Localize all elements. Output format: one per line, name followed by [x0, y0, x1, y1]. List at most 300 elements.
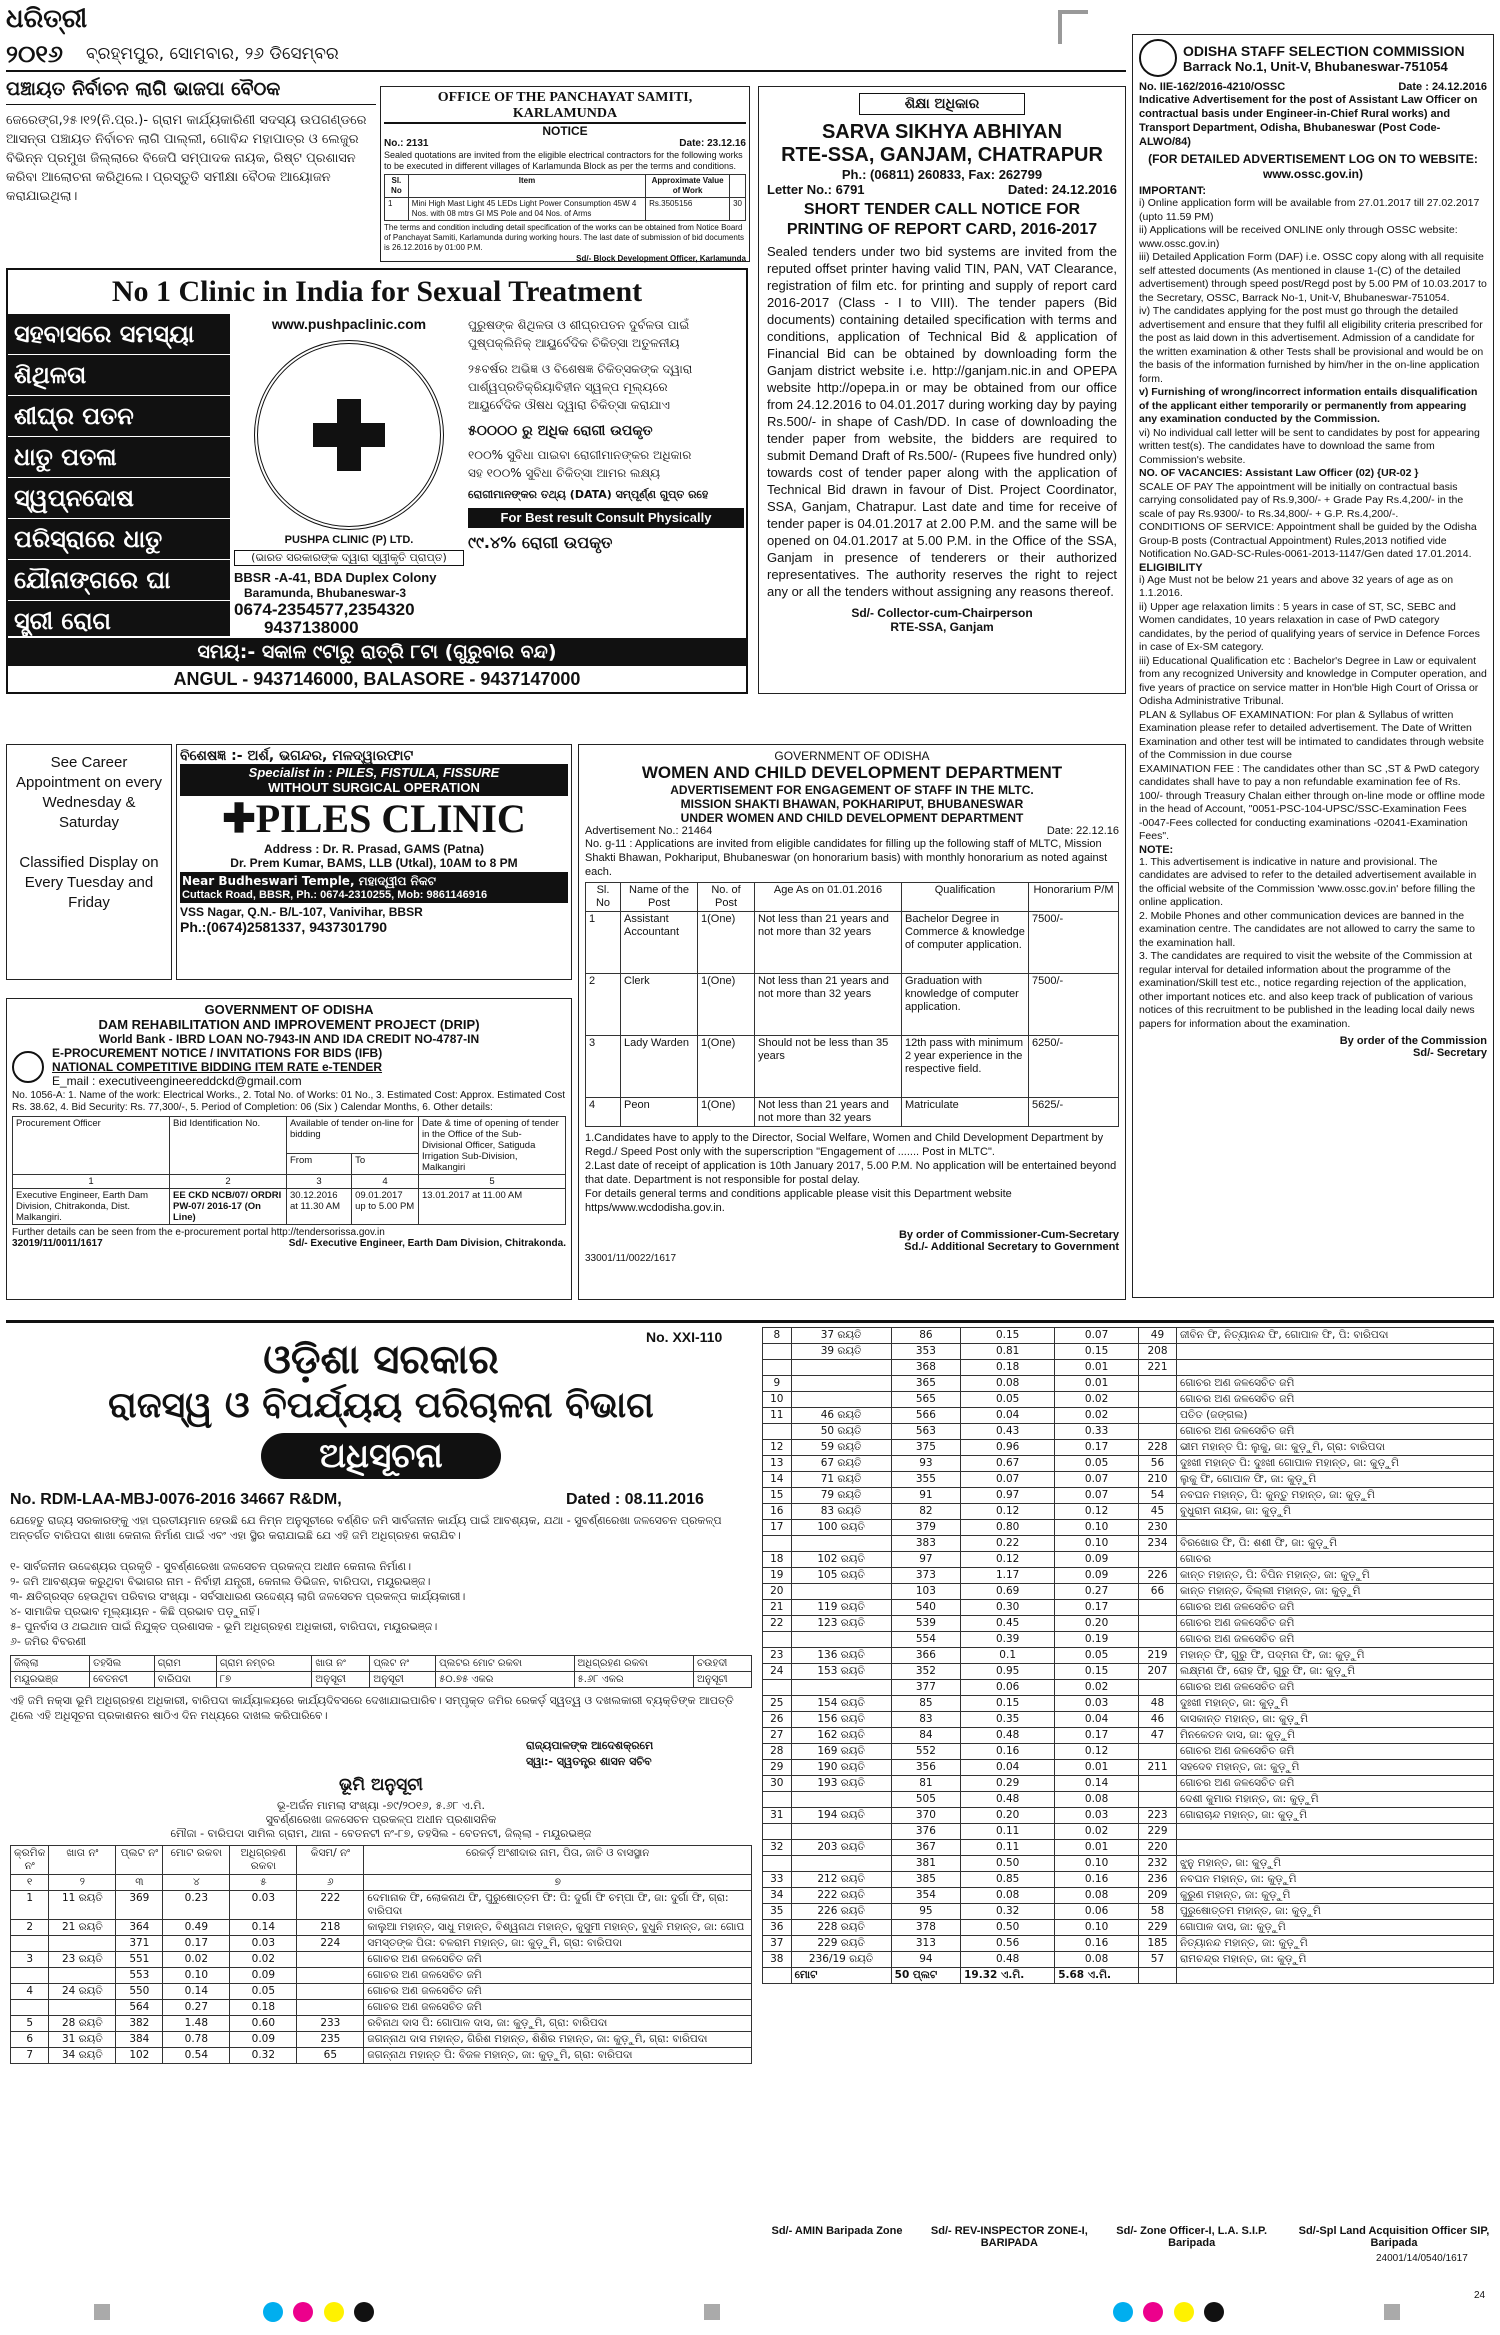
table-cell: 1.48 [163, 2016, 230, 2032]
table-cell [791, 1584, 891, 1600]
table-row [763, 1648, 1494, 1664]
masthead-logo: ଧରିତ୍ରୀ [6, 4, 88, 34]
sched-th: କ୍ରମିକ ନଂ [11, 1846, 49, 1875]
table-cell: 97 [891, 1552, 960, 1568]
table-cell: 15 [763, 1488, 792, 1504]
clinic-right-item: ୫୦୦୦୦ ରୁ ଅଧିକ ରୋଗୀ ଉପକୃତ [468, 423, 653, 439]
ossc-elig-points [1139, 574, 1487, 709]
table-cell: 7500/- [1029, 974, 1119, 1036]
sched-colnum: ୬ [297, 1875, 364, 1891]
table-cell: 219 [1139, 1648, 1177, 1664]
clinic-phone2: 9437138000 [264, 618, 359, 637]
table-cell: 0.22 [961, 1536, 1055, 1552]
clinic-right-item: ପୁରୁଷଙ୍କ ଶିଥିଳତା ଓ ଶୀଘ୍ରପତନ ଦୁର୍ବଳତା ପାଇଁ ପୁଷ୍ପକ୍ଲିନିକ୍ ଆୟୁର୍ବେଦିକ ଚିକିତ୍ସା ଅତୁଳନୀୟ [468, 318, 690, 350]
table-cell: 82 [891, 1504, 960, 1520]
table-cell: 0.80 [961, 1520, 1055, 1536]
table-cell: 229 ରୟତି [791, 1936, 891, 1952]
table-cell: 21 [763, 1600, 792, 1616]
list-item: ୫- ପୁନର୍ବାସ ଓ ଥଇଥାନ ପାଇଁ ନିଯୁକ୍ତ ପ୍ରଶାସକ - ଭୂମି ଅଧିଗ୍ରହଣ ଅଧିକାରୀ, ବାରିପଦା, ମୟୂରଭଞ୍ଜ। [10, 1620, 438, 1633]
piles-vss: VSS Nagar, Q.N.- B/L-107, Vanivihar, BBSR [180, 905, 423, 919]
table-cell: 356 [891, 1760, 960, 1776]
table-cell [791, 1856, 891, 1872]
table-cell: କାଲୁଆ ମହାନ୍ତ, ସାଧୁ ମହାନ୍ତ, ବିଶ୍ୱନାଥ ମହାନ୍ତ, କୁସୁମୀ ମହାନ୍ତ, ବୁଧୁନି ମହାନ୍ତ, ଜା: ଗୋପ [364, 1920, 752, 1936]
piles-specialist: ବିଶେଷଜ୍ଞ :- ଅର୍ଶ, ଭଗନ୍ଦର, ମଳଦ୍ୱାରଫାଟ [180, 748, 414, 764]
desc-th: ଖାତା ନଂ [312, 1656, 370, 1672]
table-cell: 31 [763, 1808, 792, 1824]
clinic-addr2: Baramunda, Bhubaneswar-3 [244, 586, 407, 600]
masthead-page-no: ୨୦୧୬ [6, 40, 63, 68]
table-cell: 79 ରୟତି [791, 1488, 891, 1504]
table-cell: 190 ରୟତି [791, 1760, 891, 1776]
table-cell [791, 1360, 891, 1376]
table-cell: 185 [1139, 1936, 1177, 1952]
table-cell: ୮୭ [216, 1672, 312, 1688]
table-cell [297, 2000, 364, 2016]
yellow-dot-icon [324, 2302, 344, 2322]
table-cell: ଦେଶୀ କୁମାର ମହାନ୍ତ, ଜା: କୁଡ଼ୁମି [1176, 1792, 1493, 1808]
table-cell: ଜଗନ୍ନାଥ ଦାସ ମହାନ୍ତ, ଗିରିଶ ମହାନ୍ତ, ଶିଶିର ମହାନ୍ତ, ଜା: କୁଡ଼ୁମି, ଗ୍ରା: ବାରିପଦା [364, 2032, 752, 2048]
panchayat-td-sl: 1 [385, 198, 409, 221]
table-row [763, 1792, 1494, 1808]
table-row [763, 1472, 1494, 1488]
revenue-schedule-right [762, 1327, 1494, 1984]
revenue-left [6, 1323, 756, 2263]
clinic-left-item: ଶିଥିଳତା [8, 355, 230, 396]
table-cell: Not less than 21 years and not more than 32 years [755, 974, 902, 1036]
table-cell: 0.48 [961, 1792, 1055, 1808]
piles-plus-icon: ✚ [222, 796, 256, 841]
table-cell: 26 [763, 1712, 792, 1728]
table-cell: ଜଗନ୍ନାଥ ମହାନ୍ତ ପି: ବିଜଳ ମହାନ୍ତ, ଜା: କୁଡ଼ୁମି, ଗ୍ରା: ବାରିପଦା [364, 2048, 752, 2064]
table-cell: 375 [891, 1440, 960, 1456]
ossc-date: Date : 24.12.2016 [1398, 81, 1487, 93]
table-cell: 222 ରୟତି [791, 1888, 891, 1904]
table-cell: 0.08 [1055, 1952, 1139, 1968]
table-cell: 32 [763, 1840, 792, 1856]
wcd-note1: 1.Candidates have to apply to the Director, Social Welfare, Women and Child Development Department by Regd./ Speed Post only with the superscription "Engagement of ....... Post in MLTC". [585, 1132, 1104, 1158]
panchayat-td-extra: 30 [730, 198, 746, 221]
table-cell [791, 1680, 891, 1696]
panchayat-subtitle: NOTICE [542, 124, 588, 138]
table-cell: 0.81 [961, 1344, 1055, 1360]
table-cell: ଗୋଚର ଅଣ ଜଳସେଚିତ ଜମି [1176, 1600, 1493, 1616]
wcd-title: WOMEN AND CHILD DEVELOPMENT DEPARTMENT [641, 763, 1063, 782]
masthead-date-line: ବ୍ରହ୍ମପୁର, ସୋମବାର, ୨୬ ଡିସେମ୍ବର [86, 44, 339, 64]
table-cell [763, 1536, 792, 1552]
table-cell [1139, 1600, 1177, 1616]
table-cell: 0.15 [961, 1696, 1055, 1712]
drip-details: No. 1056-A: 1. Name of the work: Electrical Works., 2. Total No. of Works: 01 No., 3. Estimated Cost: Approx. Estimated Cost Rs. 38.62, 4. Bid Security: Rs. 77,300/-, 5. Period of Completion: 06 (Six ) Calendar Months, 6. Other details: [12, 1090, 566, 1113]
table-cell: 0.27 [163, 2000, 230, 2016]
table-cell: 0.49 [163, 1920, 230, 1936]
table-cell [1139, 1776, 1177, 1792]
table-row [11, 1920, 752, 1936]
table-cell: ରବିନାଥ ଦାସ ପି: ଗୋପାଳ ଦାସ, ଜା: କୁଡ଼ୁମି, ଗ୍ରା: ବାରିପଦା [364, 2016, 752, 2032]
table-cell: 234 [1139, 1536, 1177, 1552]
table-cell: 0.01 [1055, 1360, 1139, 1376]
sched-th: ଖାତା ନଂ [49, 1846, 116, 1875]
table-row [763, 1568, 1494, 1584]
ssa-body: Sealed tenders under two bid systems are invited from the reputed offset printer having valid TIN, PAN, VAT Clearance, registration of film etc. for printing and supply of report card 2016-2017 (Class - I to VIII). The tender papers (Bid documents) containing detailed specification with terms and conditions, application of Technical Bid & application of Financial Bid can be obtained by downloading form the Ganjam district website i.e. http://ganjam.nic.in and OPEPA website http://opepa.in or may be obtained from our office from 24.12.2016 to 04.01.2017 during working day by paying Rs.500/- in shape of Cash/DD. In case of downloading the tender paper from website, the bidders are required to submit Demand Draft of Rs.500/- (Rupees five hundred only) towards cost of tender paper along with the application of Technical Bid drawn in favour of Dist. Project Coordinator, SSA, Ganjam, Chatrapur. Last date and time for receive of tender paper is 04.01.2017 at 2.00 P.M. and the same will be opened on 04.01.2017 at 5.00 P.M. in the Office of the SSA, Ganjam in presence of tenderers or their authorized representatives. The authority reserves the right to reject any or all the tenders without assigning any reasons thereof. [767, 244, 1117, 599]
table-row [11, 2032, 752, 2048]
registration-marks [260, 2302, 377, 2327]
table-cell: 382 [116, 2016, 163, 2032]
panchayat-intro: Sealed quotations are invited from the eligible electrical contractors for the following works to be executed in different villages of Karlamunda Block as per the terms and conditions. [384, 150, 743, 171]
drip-further: Further details can be seen from the e-procurement portal http://tendersorissa.gov.in [12, 1227, 385, 1238]
table-cell: 81 [891, 1776, 960, 1792]
list-item: i) Online application form will be available from 27.01.2017 till 27.02.2017 (upto 11.59 PM) [1139, 197, 1480, 223]
revenue-code: 24001/14/0540/1617 [1376, 2253, 1468, 2264]
table-row [763, 1856, 1494, 1872]
table-cell: ଅନୁସୂଚୀ [312, 1672, 370, 1688]
wcd-code: 33001/11/0022/1617 [585, 1253, 677, 1264]
table-cell: 505 [891, 1792, 960, 1808]
table-row [763, 1584, 1494, 1600]
table-cell: 218 [297, 1920, 364, 1936]
table-cell: 50 ରୟତି [791, 1424, 891, 1440]
table-cell: ଗୋଚର ଅଣ ଜଳସେଚିତ ଜମି [364, 1984, 752, 2000]
ossc-scale: SCALE OF PAY The appointment will be initially on contractual basis carrying consolidated pay of Rs.9,300/- + Grade Pay Rs.4,200/- in the scale of pay Rs.9300/- to Rs.34,800/- + G.P. Rs.4,200/-. [1139, 480, 1464, 520]
desc-th: ଗ୍ରାମ [154, 1656, 216, 1672]
table-cell: EE CKD NCB/07/ ORDRI PW-07/ 2016-17 (On Line) [170, 1189, 287, 1225]
table-cell: 0.01 [1055, 1840, 1139, 1856]
table-cell: 0.97 [961, 1488, 1055, 1504]
table-cell: 0.05 [1055, 1456, 1139, 1472]
panchayat-td-item: Mini High Mast Light 45 LEDs Light Power Consumption 45W 4 Nos. with 08 mtrs GI MS Pole and 04 Nos. of Arms [408, 198, 645, 221]
table-cell: 0.10 [1055, 1520, 1139, 1536]
table-cell: ଗୋଚର ଅଣ ଜଳସେଚିତ ଜମି [1176, 1424, 1493, 1440]
table-row [763, 1440, 1494, 1456]
table-row [763, 1408, 1494, 1424]
clinic-left-item: ସହବାସରେ ସମସ୍ୟା [8, 314, 230, 355]
table-row [763, 1824, 1494, 1840]
table-cell: 33 [763, 1872, 792, 1888]
ssa-sign2: RTE-SSA, Ganjam [890, 620, 994, 634]
table-cell: 0.43 [961, 1424, 1055, 1440]
table-row [763, 1632, 1494, 1648]
table-cell: 0.56 [961, 1936, 1055, 1952]
revenue-title1: ଓଡ଼ିଶା ସରକାର [263, 1337, 499, 1383]
clinic-govt-note: (ଭାରତ ସରକାରଙ୍କ ଦ୍ୱାରା ସ୍ୱୀକୃତି ପ୍ରାପ୍ତ) [234, 550, 464, 566]
desc-th: ପ୍ଲଟର ମୋଟ ରକବା [436, 1656, 574, 1672]
table-cell [791, 1536, 891, 1552]
table-row [763, 1392, 1494, 1408]
drip-th-to: To [352, 1154, 419, 1175]
desc-th: ତହସିଲ [90, 1656, 155, 1672]
table-cell: 228 [1139, 1440, 1177, 1456]
table-cell: 364 [116, 1920, 163, 1936]
panchayat-samiti-notice [380, 86, 750, 262]
table-row [763, 1376, 1494, 1392]
panchayat-sign: Sd/- Block Development Officer, Karlamunda [576, 254, 746, 263]
table-cell: 353 [891, 1344, 960, 1360]
list-item: ii) Upper age relaxation limits : 5 years in case of ST, SC, SEBC and Women candidates, 10 years relaxation in case of PwD category candidates, by the period of qualifying years of service in Defence Forces in case of Ex-SM category. [1139, 600, 1480, 653]
table-row [763, 1936, 1494, 1952]
ssa-logo: ଶିକ୍ଷା ଅଧିକାର [904, 96, 980, 112]
table-cell: 563 [891, 1424, 960, 1440]
table-cell: ବୁଧୁରାମ ନାୟକ, ଜା: କୁଡ଼ୁମି [1176, 1504, 1493, 1520]
table-row [763, 1728, 1494, 1744]
wcd-intro: No. g-11 : Applications are invited from eligible candidates for filling up the following staff of MLTC, Mission Shakti Bhawan, Pokhariput, Bhubaneswar (on honorarium basis) with monthly honorarium as noted against each. [585, 838, 1108, 878]
table-cell: 384 [116, 2032, 163, 2048]
revenue-items [10, 1559, 752, 1649]
table-cell: 313 [891, 1936, 960, 1952]
table-cell: 0.02 [1055, 1408, 1139, 1424]
piles-address: Address : Dr. R. Prasad, GAMS (Patna) [263, 842, 485, 856]
table-cell: 0.07 [1055, 1488, 1139, 1504]
table-cell: 12th pass with minimum 2 year experience in the respective field. [902, 1036, 1029, 1098]
sched-colnum: ୩ [116, 1875, 163, 1891]
table-cell: 35 [763, 1904, 792, 1920]
table-cell: Matriculate [902, 1098, 1029, 1127]
clinic-center [234, 316, 464, 636]
table-cell: 29 [763, 1760, 792, 1776]
table-cell: 23 [763, 1648, 792, 1664]
table-row [763, 1680, 1494, 1696]
table-cell: 0.32 [961, 1904, 1055, 1920]
table-cell: 24 ରୟତି [49, 1984, 116, 2000]
table-cell: ଦୁଃଖୀ ମହାନ୍ତ ପି: ଦୁଃଖୀ ଗୋପାଳ ମହାନ୍ତ, ଜା: କୁଡ଼ୁମି [1176, 1456, 1493, 1472]
table-cell: 0.14 [163, 1984, 230, 2000]
table-cell: 86 [891, 1328, 960, 1344]
table-cell: 162 ରୟତି [791, 1728, 891, 1744]
table-cell: 0.15 [961, 1328, 1055, 1344]
table-cell: ଗୋଚର ଅଣ ଜଳସେଚିତ ଜମି [1176, 1744, 1493, 1760]
table-cell: 0.02 [163, 1952, 230, 1968]
clinic-seal-icon [254, 340, 444, 530]
career-box [6, 744, 172, 980]
table-row [763, 1776, 1494, 1792]
table-cell: ଗୋଚର ଅଣ ଜଳସେଚିତ ଜମି [364, 1952, 752, 1968]
list-item: v) Furnishing of wrong/incorrect information entails disqualification of the applicant either temporarily or permanently from appearing any examination conducted by the Commission. [1139, 386, 1478, 425]
table-cell: 93 [891, 1456, 960, 1472]
table-cell: 11 [763, 1408, 792, 1424]
registration-marks-right [1380, 2304, 1404, 2325]
clinic-right-item: ସହ ୧୦୦% ସୁବିଧା ଚିକିତ୍ସା ଆମର ଲକ୍ଷ୍ୟ [468, 466, 661, 480]
table-row [763, 1904, 1494, 1920]
table-cell: 0.08 [961, 1376, 1055, 1392]
table-cell: 0.04 [961, 1408, 1055, 1424]
table-cell: 57 [1139, 1952, 1177, 1968]
table-row [385, 198, 746, 221]
table-cell: 84 [891, 1728, 960, 1744]
table-cell: 224 [297, 1936, 364, 1952]
table-cell: 0.54 [163, 2048, 230, 2064]
table-cell: 13 [763, 1456, 792, 1472]
sched-colnum: ୭ [364, 1875, 752, 1891]
table-cell: 371 [116, 1936, 163, 1952]
list-item: ୬- ଜମିର ବିବରଣୀ [10, 1635, 87, 1648]
table-cell: 0.69 [961, 1584, 1055, 1600]
table-cell: ସହଦେବ ମହାନ୍ତ, ଜା: କୁଡ଼ୁମି [1176, 1760, 1493, 1776]
table-cell: 66 [1139, 1584, 1177, 1600]
table-cell: 22 [763, 1616, 792, 1632]
table-row [763, 1536, 1494, 1552]
drip-num: 4 [352, 1175, 419, 1189]
table-cell: 2 [11, 1920, 49, 1936]
revenue-para: ଏହି ଜମି ନକ୍ସା ଭୂମି ଅଧିଗ୍ରହଣ ଅଧିକାରୀ, ବାରିପଦା କାର୍ଯ୍ୟାଳୟରେ କାର୍ଯ୍ୟଦିବସରେ ଦେଖାଯାଇପାରିବ। ସମ୍ପୃକ୍ତ ଜମିର ରେକର୍ଡ଼ ସ୍ୱତ୍ୱ ଓ ଦଖଲକାରୀ ବ୍ୟକ୍ତିଙ୍କ ଆପତ୍ତି ଥିଲେ ଏହି ଅଧିସୂଚନା ପ୍ରକାଶନର ଷାଠିଏ ଦିନ ମଧ୍ୟରେ ଦାଖଲ କରିପାରିବେ। [10, 1694, 734, 1722]
table-cell: 566 [891, 1408, 960, 1424]
table-cell: 210 [1139, 1472, 1177, 1488]
table-cell: 0.01 [1055, 1376, 1139, 1392]
total-unit: ଏ.ମି. [1001, 1969, 1025, 1981]
table-cell [11, 1968, 49, 1984]
clinic-right-item: ୨୫ବର୍ଷର ଅଭିଜ୍ଞ ଓ ବିଶେଷଜ୍ଞ ଚିକିତ୍ସକଙ୍କ ଦ୍ୱାରା ପାର୍ଶ୍ୱପ୍ରତିକ୍ରିୟାବିହୀନ ସ୍ୱଳ୍ପ ମୂଲ୍ୟରେ [468, 362, 693, 394]
table-cell [1139, 1632, 1177, 1648]
wcd-sign2: Sd./- Additional Secretary to Government [904, 1241, 1119, 1253]
table-cell: 369 [116, 1891, 163, 1920]
table-cell: 102 [116, 2048, 163, 2064]
table-cell: 37 ରୟତି [791, 1328, 891, 1344]
clinic-left-item: ପରିସ୍ରାରେ ଧାତୁ [8, 519, 230, 560]
desc-th: ପ୍ଲଟ ନଂ [370, 1656, 436, 1672]
revenue-desc-table [10, 1655, 752, 1688]
table-cell: ଅନୁସୂଚୀ [370, 1672, 436, 1688]
table-cell: Should not be less than 35 years [755, 1036, 902, 1098]
table-cell: 65 [297, 2048, 364, 2064]
wcd-date: Date: 22.12.16 [1046, 825, 1119, 837]
table-row [763, 1808, 1494, 1824]
table-cell: 540 [891, 1600, 960, 1616]
table-cell: 47 [1139, 1728, 1177, 1744]
list-item: iii) Detailed Application Form (DAF) i.e. OSSC copy along with all requisite self attested documents (As mentioned in clause 1-(C) of the detailed advertisement) through speed post/Regd post by 5.00 PM of 10.03.2017 to the Secretary, OSSC, Barrack No-1, Unit-V, Bhubaneswar-751054. [1139, 251, 1487, 304]
table-cell [763, 1824, 792, 1840]
table-cell: 46 [1139, 1712, 1177, 1728]
table-row [763, 1872, 1494, 1888]
panchayat-th-item: Item [408, 175, 645, 198]
table-cell: 0.16 [1055, 1936, 1139, 1952]
wcd-sub1: ADVERTISEMENT FOR ENGAGEMENT OF STAFF IN THE MLTC. [670, 783, 1034, 797]
table-cell: 34 [763, 1888, 792, 1904]
table-cell: 12 [763, 1440, 792, 1456]
table-cell: 8 [763, 1328, 792, 1344]
masthead-bracket-icon [1058, 10, 1088, 44]
sched-th: ମୋଟ ରକବା [163, 1846, 230, 1875]
table-cell [1139, 1616, 1177, 1632]
table-cell: 91 [891, 1488, 960, 1504]
table-cell: 0.30 [961, 1600, 1055, 1616]
table-cell: 85 [891, 1696, 960, 1712]
table-cell: 23 ରୟତି [49, 1952, 116, 1968]
wcd-govt: GOVERNMENT OF ODISHA [774, 749, 930, 763]
table-cell [1176, 1824, 1493, 1840]
table-cell: ବାରିପଦା [154, 1672, 216, 1688]
total-plots: 50 ପ୍ଲଟ [891, 1968, 960, 1984]
table-cell: 123 ରୟତି [791, 1616, 891, 1632]
table-cell [1139, 1792, 1177, 1808]
table-cell: ସମସ୍ତଙ୍କ ପିତା: ବଳରାମ ମହାନ୍ତ, ଜା: କୁଡ଼ୁମି, ଗ୍ରା: ବାରିପଦା [364, 1936, 752, 1952]
table-cell: 0.08 [961, 1888, 1055, 1904]
table-cell [1139, 1680, 1177, 1696]
table-row [763, 1552, 1494, 1568]
clinic-left-item: ଯୌନାଙ୍ଗରେ ଘା [8, 560, 230, 601]
list-item: vi) No individual call letter will be sent to candidates by post for appearing written test(s). The candidates have to download the same from Commission's website. [1139, 426, 1480, 466]
ossc-advertisement [1132, 34, 1494, 1298]
table-cell [791, 1824, 891, 1840]
table-cell: 71 ରୟତି [791, 1472, 891, 1488]
table-cell: 564 [116, 2000, 163, 2016]
table-cell: 379 [891, 1520, 960, 1536]
table-cell: 0.39 [961, 1632, 1055, 1648]
table-row [763, 1520, 1494, 1536]
table-cell: 4 [586, 1098, 621, 1127]
table-cell: ଗୋଚର ଅଣ ଜଳସେଚିତ ଜମି [1176, 1776, 1493, 1792]
revenue-mouza: ମୌଜା - ବାରିପଦା ସାମିଲ ଗ୍ରାମ, ଥାନା - ବେତନଟୀ ନଂ-୮୭, ତହସିଲ - ବେତନଟୀ, ଜିଲ୍ଲା - ମୟୂରଭଞ୍ଜ [170, 1827, 592, 1840]
table-cell: 354 [891, 1888, 960, 1904]
wcd-th: Age As on 01.01.2016 [755, 883, 902, 912]
table-cell: 550 [116, 1984, 163, 2000]
revenue-sign: Sd/- REV-INSPECTOR ZONE-I, BARIPADA [930, 2225, 1088, 2249]
drip-table [12, 1116, 566, 1225]
table-cell: 0.20 [961, 1808, 1055, 1824]
table-cell: 1(One) [698, 974, 755, 1036]
table-cell: 3 [586, 1036, 621, 1098]
table-cell: ଗୋଚର ଅଣ ଜଳସେଚିତ ଜମି [1176, 1376, 1493, 1392]
desc-th: ଗ୍ରାମ ନମ୍ବର [216, 1656, 312, 1672]
table-cell: 236/19 ରୟତି [791, 1952, 891, 1968]
table-cell: 232 [1139, 1856, 1177, 1872]
table-row [763, 1424, 1494, 1440]
table-cell: 0.05 [230, 1984, 297, 2000]
table-cell: 58 [1139, 1904, 1177, 1920]
table-cell: 17 [763, 1520, 792, 1536]
revenue-notification [6, 1320, 1494, 2264]
clinic-right-item: ଆୟୁର୍ବେଦିକ ଔଷଧ ଦ୍ୱାରା ଚିକିତ୍ସା କରାଯାଏ [468, 398, 670, 412]
table-cell [49, 2000, 116, 2016]
table-cell: 230 [1139, 1520, 1177, 1536]
table-cell: 28 [763, 1744, 792, 1760]
table-cell: 211 [1139, 1760, 1177, 1776]
table-cell: ଦୁଃଖୀ ମହାନ୍ତ, ଜା: କୁଡ଼ୁମି [1176, 1696, 1493, 1712]
table-cell: 0.10 [1055, 1920, 1139, 1936]
schedule-total-row [763, 1968, 1494, 1984]
ossc-eligibility: ELIGIBILITY [1139, 561, 1203, 574]
table-cell: 365 [891, 1376, 960, 1392]
panchayat-td-value: Rs.3505156 [646, 198, 730, 221]
sched-th: ପ୍ଲଟ ନଂ [116, 1846, 163, 1875]
table-cell: ଜୀବିନ ଫି, ନିତ୍ୟାନନ୍ଦ ଫି, ଗୋପାଳ ଫି, ପି: ବାରିପଦା [1176, 1328, 1493, 1344]
ossc-emblem-icon [1139, 39, 1177, 77]
piles-specialist-en: Specialist in : PILES, FISTULA, FISSURE [248, 765, 500, 780]
table-cell: 59 ରୟତି [791, 1440, 891, 1456]
table-cell: 100 ରୟତି [791, 1520, 891, 1536]
clinic-phone1: 0674-2354577,2354320 [234, 600, 415, 619]
table-cell: ଗୋଚର [1176, 1552, 1493, 1568]
table-cell: 0.19 [1055, 1632, 1139, 1648]
clinic-website: www.pushpaclinic.com [271, 316, 427, 332]
ossc-sign2: Sd/- Secretary [1413, 1047, 1487, 1059]
table-row [763, 1504, 1494, 1520]
table-cell: 226 [1139, 1568, 1177, 1584]
list-item: ୪- ସାମାଜିକ ପ୍ରଭାବ ମୂଲ୍ୟାୟନ - କିଛି ପ୍ରଭାବ ପଡ଼ୁନାହିଁ। [10, 1605, 260, 1618]
page-footer [0, 2290, 1500, 2330]
drip-num: 3 [287, 1175, 352, 1189]
table-cell [791, 1632, 891, 1648]
table-cell: 36 [763, 1920, 792, 1936]
table-row [586, 1098, 1119, 1127]
table-cell: 0.1 [961, 1648, 1055, 1664]
bjp-news-title: ପଞ୍ଚାୟତ ନିର୍ବାଚନ ଲାଗି ଭାଜପା ବୈଠକ [6, 78, 376, 105]
masthead [6, 4, 1126, 72]
ossc-plan: PLAN & Syllabus OF EXAMINATION: For plan & Syllabus of written Examination please refer to detailed advertisement. The Date of Written Examination and other test will be intimated to candidates through website of the Commission in due course [1139, 708, 1484, 761]
table-cell: 0.03 [230, 1891, 297, 1920]
wcd-adv: Advertisement No.: 21464 [585, 825, 713, 837]
table-cell: 0.06 [961, 1680, 1055, 1696]
table-cell: 0.15 [1055, 1664, 1139, 1680]
revenue-no: No. XXI-110 [646, 1329, 723, 1345]
ossc-notes [1139, 856, 1487, 1032]
table-cell: ପତିତ (ଜଙ୍ଗଲ) [1176, 1408, 1493, 1424]
